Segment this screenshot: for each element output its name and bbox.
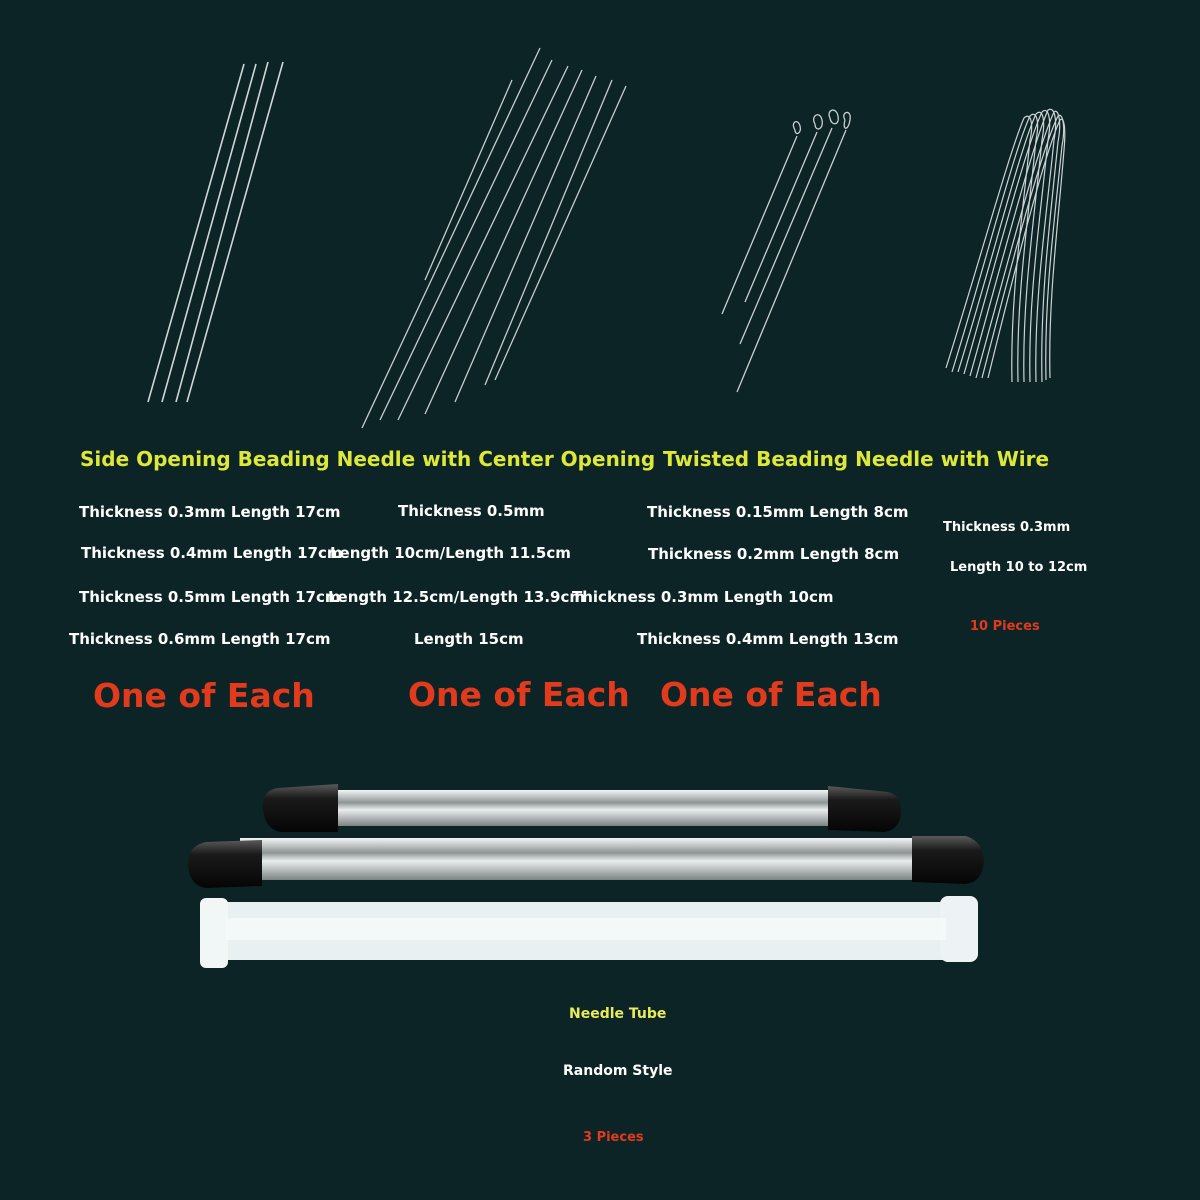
tube-title: Needle Tube: [569, 1006, 667, 1022]
col1-spec-3: Thickness 0.5mm Length 17cm: [79, 588, 341, 606]
side-opening-heading: Side Opening Beading Needle with Center Opening: [80, 447, 656, 471]
col3-spec-2: Thickness 0.2mm Length 8cm: [648, 545, 900, 563]
col2-spec-1: Thickness 0.5mm: [398, 502, 545, 520]
side-opening-needles: [148, 62, 283, 402]
col4-thickness: Thickness 0.3mm: [943, 520, 1071, 535]
col3-spec-1: Thickness 0.15mm Length 8cm: [647, 503, 909, 521]
tube-style: Random Style: [563, 1063, 673, 1079]
col3-spec-3: Thickness 0.3mm Length 10cm: [572, 588, 834, 606]
twisted-heading: Twisted Beading Needle with Wire: [663, 447, 1050, 471]
wire-needles: [946, 109, 1065, 382]
col1-spec-4: Thickness 0.6mm Length 17cm: [69, 630, 331, 648]
col4-length: Length 10 to 12cm: [950, 560, 1088, 575]
one-of-each-1: One of Each: [93, 676, 315, 715]
tube-pieces: 3 Pieces: [583, 1130, 644, 1145]
one-of-each-3: One of Each: [660, 675, 882, 714]
col3-spec-4: Thickness 0.4mm Length 13cm: [637, 630, 899, 648]
twisted-needles: [722, 110, 850, 392]
center-opening-needles: [362, 48, 626, 428]
col2-spec-4: Length 15cm: [414, 630, 524, 648]
needle-tube-2: [188, 836, 984, 888]
needle-tube-3: [200, 896, 978, 968]
one-of-each-2: One of Each: [408, 675, 630, 714]
col2-spec-3: Length 12.5cm/Length 13.9cm: [328, 588, 585, 606]
needle-tube-1: [263, 784, 901, 832]
col2-spec-2: Length 10cm/Length 11.5cm: [330, 544, 571, 562]
col1-spec-2: Thickness 0.4mm Length 17cm: [81, 544, 343, 562]
col4-pieces: 10 Pieces: [970, 619, 1040, 634]
col1-spec-1: Thickness 0.3mm Length 17cm: [79, 503, 341, 521]
